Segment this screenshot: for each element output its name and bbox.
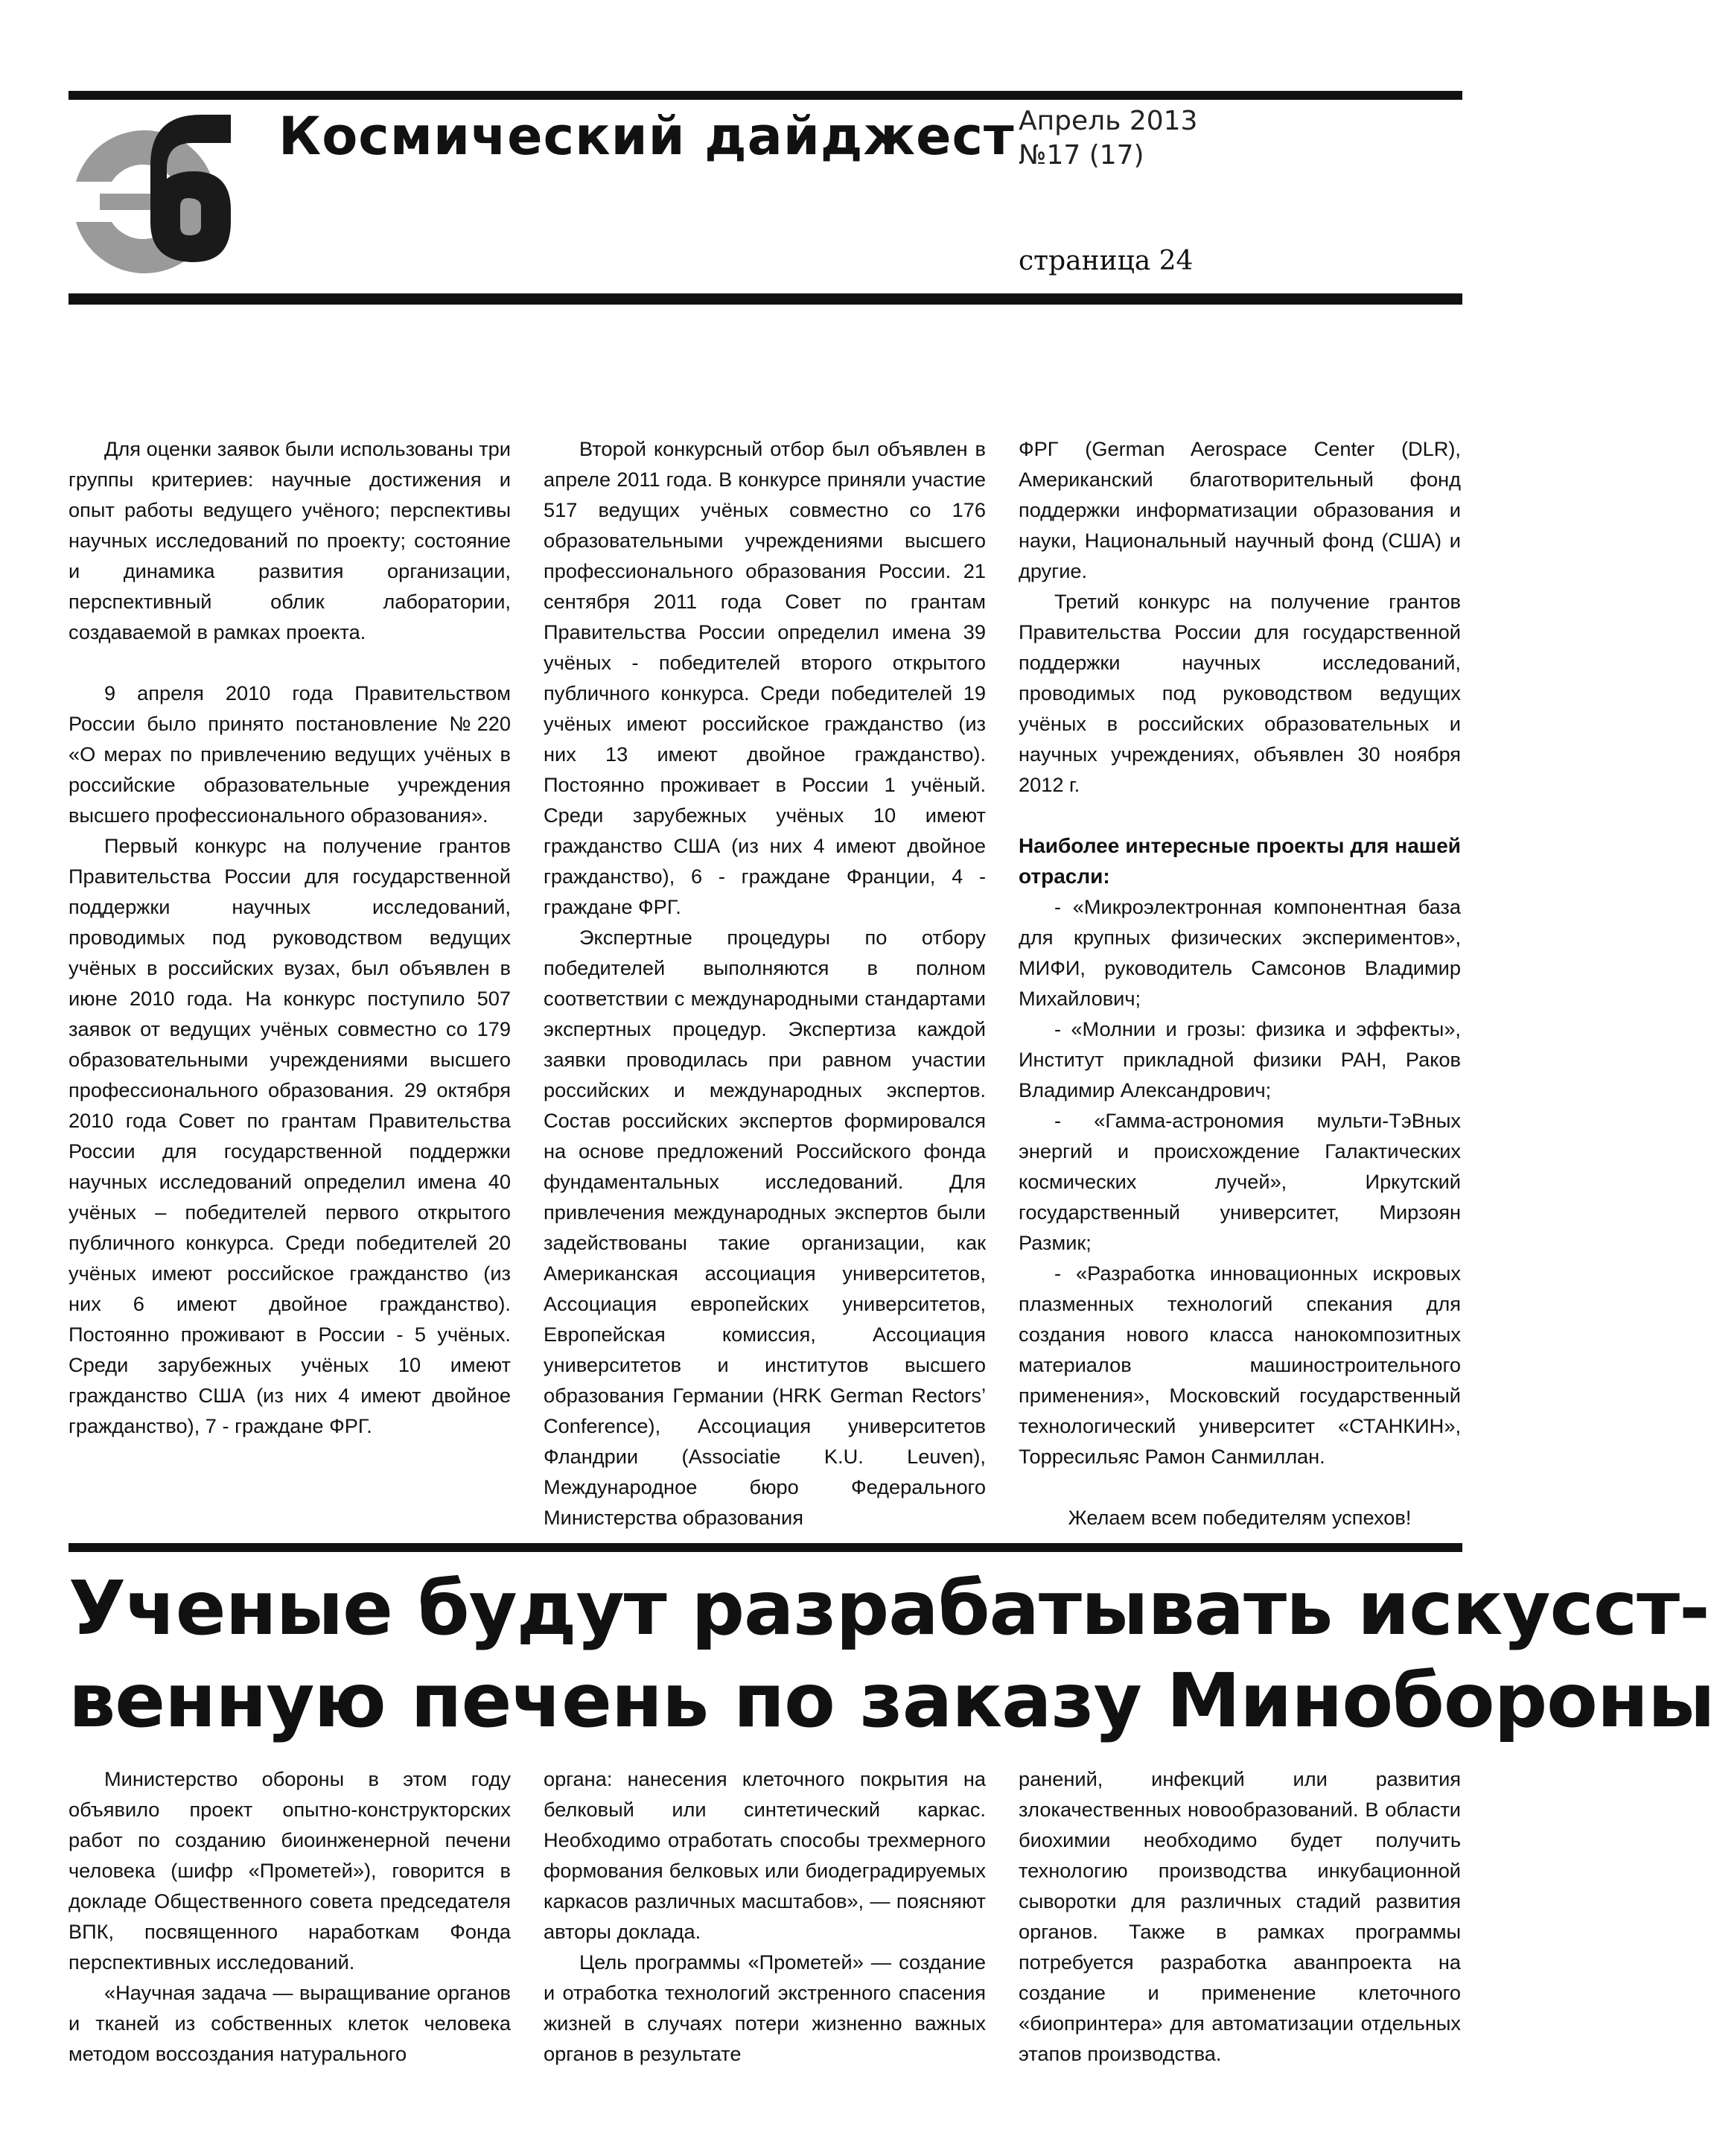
article-grants-column-2 — [544, 433, 986, 1533]
issue-info — [1019, 104, 1197, 173]
paragraph: Цель программы «Прометей» — создание и отработка технологий экстренного спасения жизней в случаях потери жизненно важных органов в результате — [544, 1950, 986, 2065]
publication-logo-icon — [70, 110, 234, 271]
list-item: - «Молнии и грозы: физика и эффекты», Институт прикладной физики РАН, Раков Владимир Александрович; — [1019, 1017, 1461, 1101]
page-number: страница 24 — [1019, 246, 1194, 276]
masthead-bottom-rule — [69, 293, 1462, 305]
article-liver-column-3 — [1019, 1764, 1461, 2069]
paragraph: Первый конкурс на получение грантов Правительства России для государственной поддержки научных исследований, проводимых под руководством ведущих учёных в российских вузах, был объявлен в июне 2010 года. На конкурс поступило 507 заявок от ведущих учёных совместно со 179 образовательными учреждениями высшего профессионального образования. 29 октября 2010 года Совет по грантам Правительства России для государственной поддержки научных исследований определил имена 40 учёных – победителей первого открытого публичного конкурса. Среди победителей 20 учёных имеют российское гражданство (из них 6 имеют двойное гражданство). Постоянно проживают в России - 5 учёных. Среди зарубежных учёных 10 имеют гражданство США (из них 4 имеют двойное гражданство), 7 - граждане ФРГ. — [69, 834, 511, 1437]
list-item: - «Разработка инновационных искровых плазменных технологий спекания для создания нового класса нанокомпозитных материалов машиностроительного применения», Московский государственный технологический университет «СТАНКИН», Торресильяс Рамон Санмиллан. — [1019, 1262, 1461, 1468]
article-grants-column-3 — [1019, 433, 1461, 1533]
issue-number: №17 (17) — [1019, 140, 1144, 171]
headline-line-2: венную печень по заказу Минобороны — [69, 1657, 1714, 1744]
paragraph: ранений, инфекций или развития злокачественных новообразований. В области биохимии необходимо будет получить технологию производства инкубационной сыворотки для различных стадий развития органов. Также в рамках программы потребуется разработка аванпроекта на создание и применение клеточного «биопринтера» для автоматизации отдельных этапов производства. — [1019, 1767, 1461, 2065]
paragraph: органа: нанесения клеточного покрытия на белковый или синтетический каркас. Необходимо отработать способы трехмерного формования белковых или биодеградируемых каркасов различных масштабов», — поясняют авторы доклада. — [544, 1767, 986, 1943]
masthead-top-rule — [69, 91, 1462, 100]
paragraph: «Научная задача — выращивание органов и тканей из собственных клеток человека методом воссоздания натурального — [69, 1981, 511, 2065]
issue-date: Апрель 2013 — [1019, 106, 1198, 136]
list-item: - «Микроэлектронная компонентная база для крупных физических экспериментов», МИФИ, руководитель Самсонов Владимир Михайлович; — [1019, 895, 1461, 1010]
paragraph: ФРГ (German Aerospace Center (DLR), Американский благотворительный фонд поддержки информатизации образования и науки, Национальный научный фонд (США) и другие. — [1019, 437, 1461, 582]
projects-list — [1019, 891, 1461, 1472]
paragraph: 9 апреля 2010 года Правительством России было принято постановление №220 «О мерах по привлечению ведущих учёных в российские образовательные учреждения высшего профессионального образования». — [69, 681, 511, 827]
publication-title: Космический дайджест — [278, 106, 1015, 167]
paragraph: Третий конкурс на получение грантов Правительства России для государственной поддержки научных исследований, проводимых под руководством ведущих учёных в российских образовательных и научных учреждениях, объявлен 30 ноября 2012 г. — [1019, 590, 1461, 796]
paragraph: Министерство обороны в этом году объявило проект опытно-конструкторских работ по созданию биоинженерной печени человека (шифр «Прометей»), говорится в докладе Общественного совета председателя ВПК, посвященного наработкам Фонда перспективных исследований. — [69, 1767, 511, 1974]
paragraph: Для оценки заявок были использованы три группы критериев: научные достижения и опыт работы ведущего учёного; перспективы научных исследований по проекту; состояние и динамика развития организации, перспективный облик лаборатории, создаваемой в рамках проекта. — [69, 437, 511, 643]
article-headline — [69, 1562, 1714, 1747]
article-liver-column-1 — [69, 1764, 511, 2069]
list-item: - «Гамма-астрономия мульти-ТэВных энергий и происхождение Галактических космических лучей», Иркутский государственный университет, Мирзоян Размик; — [1019, 1109, 1461, 1254]
projects-subheading: Наиболее интересные проекты для нашей отрасли: — [1019, 834, 1461, 888]
section-divider-rule — [69, 1543, 1462, 1552]
article-liver-column-2 — [544, 1764, 986, 2069]
headline-line-1: Ученые будут разрабатывать искусст- — [69, 1565, 1710, 1652]
article-grants-column-1 — [69, 433, 511, 1441]
paragraph: Экспертные процедуры по отбору победителей выполняются в полном соответствии с международными стандартами экспертных процедур. Экспертиза каждой заявки проводилась при равном участии российских и международных экспертов. Состав российских экспертов формировался на основе предложений Российского фонда фундаментальных исследований. Для привлечения международных экспертов были задействованы такие организации, как Американская ассоциация университетов, Ассоциация европейских университетов, Европейская комиссия, Ассоциация университетов и институтов высшего образования Германии (HRK German Rectors’ Conference), Ассоциация университетов Фландрии (Associatie K.U. Leuven), Международное бюро Федерального Министерства образования — [544, 926, 986, 1529]
paragraph: Второй конкурсный отбор был объявлен в апреле 2011 года. В конкурсе приняли участие 517 ведущих учёных совместно со 176 образовательными учреждениями высшего профессионального образования России. 21 сентября 2011 года Совет по грантам Правительства России определил имена 39 учёных - победителей второго открытого публичного конкурса. Среди победителей 19 учёных имеют российское гражданство (из них 13 имеют двойное гражданство). Постоянно проживает в России 1 учёный. Среди зарубежных учёных 10 имеют гражданство США (из них 4 имеют двойное гражданство), 6 - граждане Франции, 4 - граждане ФРГ. — [544, 437, 986, 918]
closing-line: Желаем всем победителям успехов! — [1068, 1506, 1412, 1529]
